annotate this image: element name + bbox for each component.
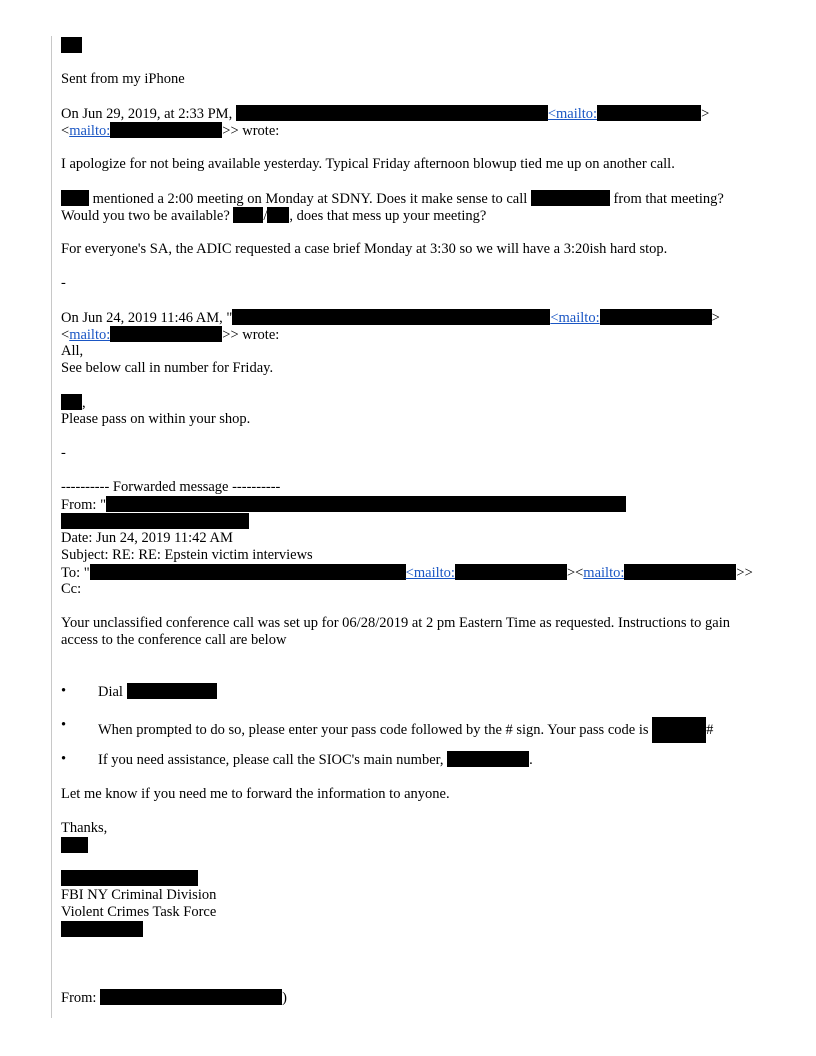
- forwarded-to: [61, 564, 753, 582]
- redaction: [236, 105, 548, 121]
- reply2-see-below: See below call in number for Friday.: [61, 360, 274, 376]
- redaction: [61, 190, 89, 206]
- reply1-paragraph1: I apologize for not being available yesterday. Typical Friday afternoon blowup tied me up on another call.: [61, 156, 675, 172]
- reply1-paragraph2-line2: [61, 207, 486, 225]
- separator-brackets: ><: [566, 565, 584, 581]
- reply1-header-prefix: On Jun 29, 2019, at 2:33 PM,: [61, 106, 236, 122]
- assistance-text: If you need assistance, please call the SIOC's main number,: [98, 752, 448, 768]
- redaction: [447, 751, 529, 767]
- reply1-paragraph3: For everyone's SA, the ADIC requested a case brief Monday at 3:30 so we will have a 3:20ish hard stop.: [61, 241, 668, 257]
- forwarded-separator: ---------- Forwarded message ----------: [61, 479, 281, 495]
- reply2-pass-on: Please pass on within your shop.: [61, 411, 251, 427]
- mailto-link[interactable]: <mailto:: [550, 310, 600, 326]
- signature-division: FBI NY Criminal Division: [61, 887, 217, 903]
- bullet-glyph: •: [61, 717, 67, 733]
- signature-name-redaction: [61, 837, 88, 855]
- p2-text-b: from that meeting?: [609, 191, 724, 207]
- reply2-header-prefix: On Jun 24, 2019 11:46 AM, ": [61, 310, 233, 326]
- comma: ,: [82, 395, 86, 411]
- forwarded-subject: Subject: RE: RE: Epstein victim interviews: [61, 547, 313, 563]
- redaction: [233, 207, 263, 223]
- reply1-paragraph2: [61, 190, 724, 208]
- redaction: [106, 496, 626, 512]
- quote-rule: [51, 36, 52, 1018]
- dial-label: Dial: [98, 684, 127, 700]
- hash-sign: #: [706, 722, 714, 738]
- redaction: [110, 122, 222, 138]
- bullet-item-assistance: [61, 751, 533, 768]
- mailto-link[interactable]: mailto:: [69, 327, 111, 343]
- signature-task-force: Violent Crimes Task Force: [61, 904, 217, 920]
- bullet-item-dial: [61, 683, 127, 700]
- forwarded-cc: Cc:: [61, 581, 82, 597]
- let-me-know: Let me know if you need me to forward the information to anyone.: [61, 786, 450, 802]
- bullet-glyph: •: [61, 683, 67, 699]
- redaction: [652, 717, 706, 743]
- redaction: [597, 105, 701, 121]
- redaction: [600, 309, 712, 325]
- redaction: [531, 190, 610, 206]
- mailto-link[interactable]: mailto:: [583, 565, 625, 581]
- p2-text-a: mentioned a 2:00 meeting on Monday at SDNY. Does it make sense to call: [89, 191, 531, 207]
- from-label: From: ": [61, 497, 106, 513]
- period: .: [529, 752, 533, 768]
- lt: <: [61, 327, 70, 343]
- redaction: [61, 394, 82, 410]
- to-end: >>: [736, 565, 753, 581]
- angle-bracket: >: [711, 310, 720, 326]
- reply2-dash: -: [61, 445, 66, 461]
- paren: ): [282, 990, 287, 1006]
- reply1-header-line2: [61, 122, 279, 140]
- reply1-header: [61, 105, 709, 123]
- sent-from-line: Sent from my iPhone: [61, 71, 185, 87]
- forwarded-date: Date: Jun 24, 2019 11:42 AM: [61, 530, 233, 546]
- passcode-text: When prompted to do so, please enter your pass code followed by the # sign. Your pass code is: [98, 722, 653, 738]
- footer-from: [61, 989, 287, 1007]
- bullet-item-passcode: [61, 717, 714, 738]
- reply2-header: [61, 309, 720, 327]
- forwarded-body-line1: Your unclassified conference call was set up for 06/28/2019 at 2 pm Eastern Time as requested. Instructions to gain: [61, 615, 731, 631]
- reply1-dash: -: [61, 275, 66, 291]
- from-label: From:: [61, 990, 101, 1006]
- angle-bracket: >: [701, 106, 710, 122]
- redaction: [232, 309, 550, 325]
- signature-phone-redaction: [61, 921, 143, 939]
- slash: /: [263, 208, 268, 224]
- reply2-addressee: [61, 394, 86, 412]
- redaction: [90, 564, 406, 580]
- redaction: [267, 207, 289, 223]
- p2-text-c: Would you two be available?: [61, 208, 234, 224]
- bullet-glyph: •: [61, 751, 67, 767]
- redaction: [100, 989, 282, 1005]
- forwarded-from: [61, 496, 626, 514]
- to-label: To: ": [61, 565, 90, 581]
- forwarded-from-line2: [61, 513, 249, 531]
- redaction: [61, 513, 249, 529]
- redaction: [455, 564, 567, 580]
- mailto-link[interactable]: <mailto:: [405, 565, 455, 581]
- wrote-label: >> wrote:: [222, 123, 280, 139]
- p2-text-e: , does that mess up your meeting?: [289, 208, 487, 224]
- mailto-link[interactable]: <mailto:: [547, 106, 598, 122]
- thanks: Thanks,: [61, 820, 108, 836]
- lt: <: [61, 123, 70, 139]
- redaction-top: [61, 37, 82, 55]
- redaction: [110, 326, 222, 342]
- mailto-link[interactable]: mailto:: [69, 123, 111, 139]
- wrote-label: >> wrote:: [222, 327, 280, 343]
- forwarded-body-line2: access to the conference call are below: [61, 632, 287, 648]
- signature-title-redaction: [61, 870, 198, 888]
- redaction: [624, 564, 736, 580]
- redaction: [127, 683, 217, 699]
- reply2-all: All,: [61, 343, 84, 359]
- reply2-header-line2: [61, 326, 279, 344]
